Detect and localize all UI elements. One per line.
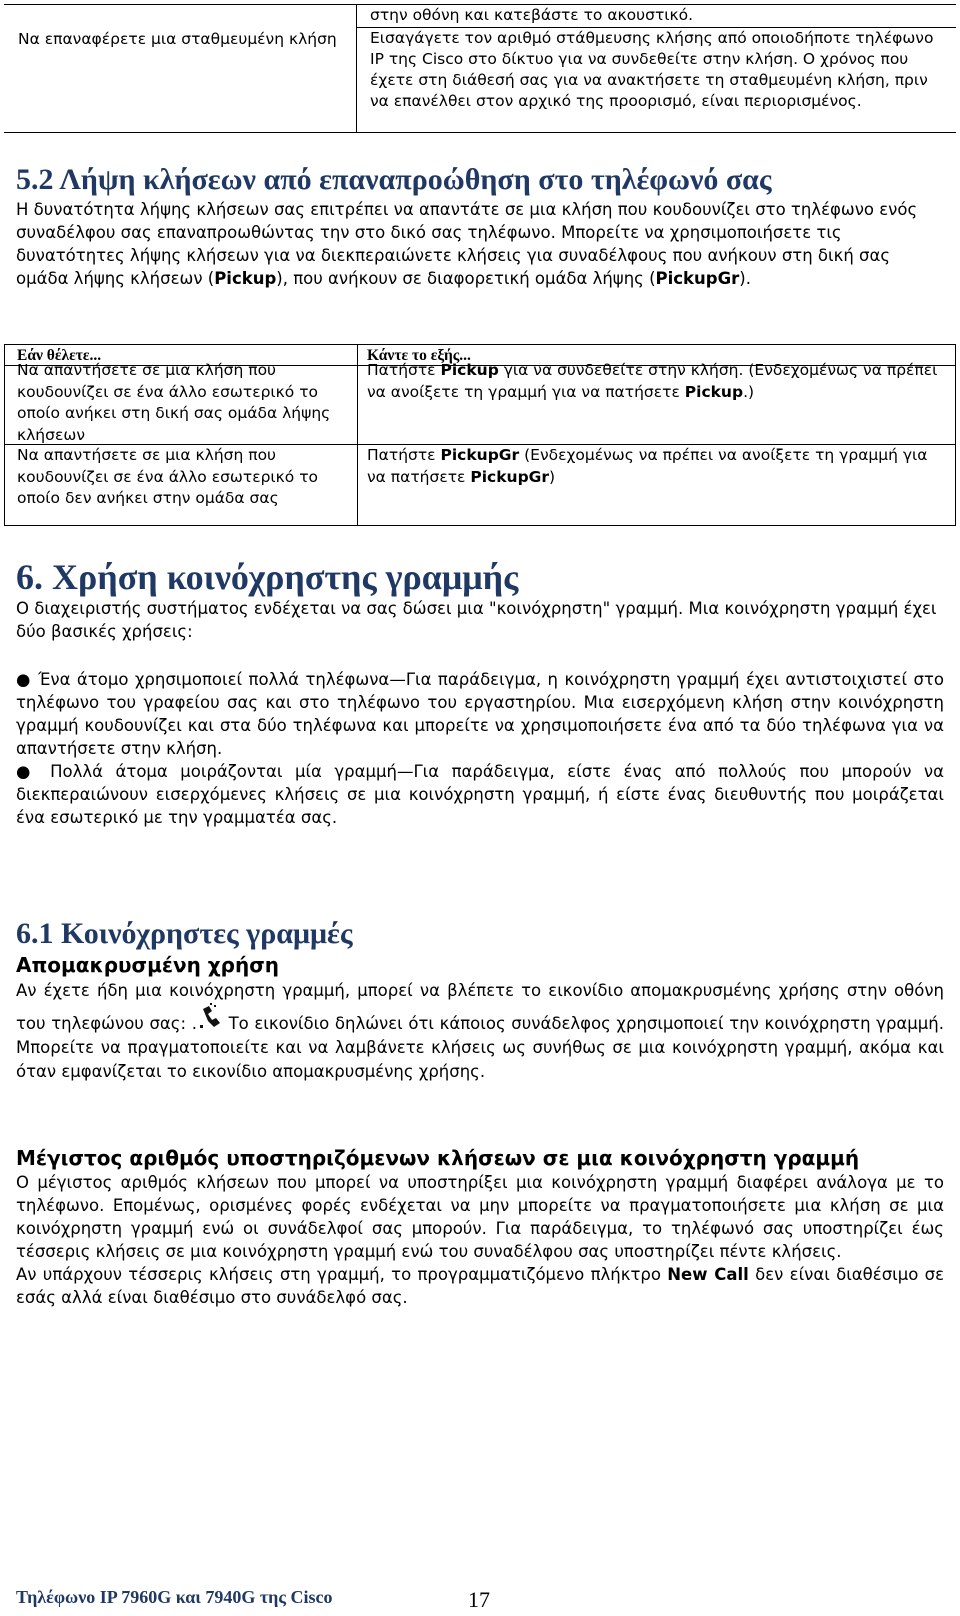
table-divider	[357, 345, 358, 525]
section-6-bullets	[16, 668, 944, 829]
text: Η δυνατότητα λήψης κλήσεων σας επιτρέπει να απαντάτε σε μια κλήση που κουδουνίζει στο τηλέφωνο ενός συναδέλφου σας επαναπροωθώντας την στο δικό σας τηλέφωνο. Μπορείτε να χρησιμοποιήσετε τις δυνατότητες λήψης κλήσεων για να διεκπεραιώνετε κλήσεις για συναδέλφους που ανήκουν στη δική σας ομάδα λήψης κλήσεων (	[16, 200, 918, 288]
section-heading-5-2: 5.2 Λήψη κλήσεων από επαναπροώθηση στο τηλέφωνό σας	[16, 163, 772, 196]
text: Ο μέγιστος αριθμός κλήσεων που μπορεί να υποστηρίξει μια κοινόχρηστη γραμμή διαφέρει ανάλογα με το τηλέφωνο. Επομένως, ορισμένες φορές ενδέχεται να μην μπορείτε να πραγματοποιήσετε μια κλήση σε μια κοινόχρηστη γραμμή ενώ οι συνάδελφοί σας μπορούν. Για παράδειγμα, το τηλέφωνό σας υποστηρίζει έως τέσσερις κλήσεις σε μια κοινόχρηστη γραμμή ενώ του συναδέλφου σας υποστηρίζει πέντε κλήσεις.	[16, 1173, 944, 1261]
remote-in-use-icon	[197, 1003, 223, 1033]
key: PickupGr	[440, 446, 520, 464]
new-call-key: New Call	[667, 1265, 749, 1284]
text: δεν είναι διαθέσιμο σε εσάς αλλά είναι διαθέσιμο στο συνάδελφό σας.	[16, 1265, 944, 1307]
pickup-key: Pickup	[214, 269, 277, 288]
key: Pickup	[440, 361, 499, 379]
max-calls-paragraph	[16, 1171, 944, 1309]
text: Αν υπάρχουν τέσσερις κλήσεις στη γραμμή, το προγραμματιζόμενο πλήκτρο	[16, 1265, 668, 1284]
pickupgr-key: PickupGr	[655, 269, 740, 288]
key: Pickup	[684, 382, 744, 401]
text: ).	[739, 269, 751, 288]
section-heading-6-1: 6.1 Κοινόχρηστες γραμμές	[16, 917, 353, 950]
text: για να συνδεθείτε στην κλήση. (Ενδεχομένως να πρέπει να ανοίξετε τη γραμμή για να πατήσετε	[367, 361, 938, 401]
text: (Ενδεχομένως να πρέπει να ανοίξετε τη γραμμή για να πατήσετε	[367, 446, 928, 486]
text: Πατήστε	[367, 361, 441, 379]
page-number: 17	[468, 1587, 490, 1612]
row-text: Εισαγάγετε τον αριθμό στάθμευσης κλήσης από οποιοδήποτε τηλέφωνο IP της Cisco στο δίκτυο για να συνδεθείτε στην κλήση. Ο χρόνος που έχετε στη διάθεσή σας για να ανακτήσετε τη σταθμευμένη κλήση, πριν να επανέλθει στον αρχικό της προορισμό, είναι περιορισμένος.	[370, 29, 934, 110]
col-header-do: Κάντε το εξής...	[367, 347, 471, 364]
text: Το εικονίδιο δηλώνει ότι κάποιος συνάδελφος χρησιμοποιεί την κοινόχρηστη γραμμή. Μπορείτε να πραγματοποιείτε και να λαμβάνετε κλήσεις ως συνήθως σε μια κοινόχρηστη γραμμή, ακόμα και όταν εμφανίζεται το εικονίδιο απομακρυσμένης χρήσης.	[16, 1014, 944, 1081]
bullet-item: ● Ένα άτομο χρησιμοποιεί πολλά τηλέφωνα—Για παράδειγμα, η κοινόχρηστη γραμμή έχει αντιστοιχιστεί στο τηλέφωνο του γραφείου σας και στο τηλέφωνο του εργαστηρίου. Μια εισερχόμενη κλήση στην κοινόχρηστη γραμμή κουδουνίζει και στα δύο τηλέφωνα και μπορείτε να χρησιμοποιήσετε ένα από τα δύο τηλέφωνα για να απαντήσετε στην κλήση.	[16, 670, 944, 758]
subheading-remote-use: Απομακρυσμένη χρήση	[16, 953, 280, 977]
table-divider	[356, 5, 357, 132]
row-1-want: Να απαντήσετε σε μια κλήση που κουδουνίζει σε ένα άλλο εσωτερικό το οποίο ανήκει στη δική σας ομάδα λήψης κλήσεων	[17, 361, 331, 444]
text: Πατήστε	[367, 446, 441, 464]
key: PickupGr	[470, 467, 550, 486]
pickup-table	[4, 344, 956, 526]
row-2-want: Να απαντήσετε σε μια κλήση που κουδουνίζει σε ένα άλλο εσωτερικό το οποίο δεν ανήκει στην ομάδα σας	[17, 446, 319, 507]
bullet-item: ● Πολλά άτομα μοιράζονται μία γραμμή—Για παράδειγμα, είστε ένας από πολλούς που μπορούν να διεκπεραιώνουν εισερχόμενες κλήσεις σε μια κοινόχρηστη γραμμή, ή είστε ένας διευθυντής που μοιράζεται ένα εσωτερικό με την γραμματέα σας.	[16, 762, 944, 827]
parked-call-table	[4, 4, 956, 133]
prev-row-text: στην οθόνη και κατεβάστε το ακουστικό.	[370, 6, 694, 24]
row-label: Να επαναφέρετε μια σταθμευμένη κλήση	[18, 30, 337, 48]
text: .)	[743, 382, 755, 401]
footer-title: Τηλέφωνο IP 7960G και 7940G της Cisco	[16, 1587, 333, 1607]
remote-use-paragraph	[16, 979, 944, 1084]
text: )	[549, 467, 556, 486]
subheading-max-calls: Μέγιστος αριθμός υποστηριζόμενων κλήσεων σε μια κοινόχρηστη γραμμή	[16, 1146, 860, 1170]
section-5-2-paragraph	[16, 198, 944, 290]
text: ), που ανήκουν σε διαφορετική ομάδα λήψης (	[276, 269, 656, 288]
text-line	[16, 1263, 944, 1309]
row-2-do	[367, 445, 937, 488]
section-heading-6: 6. Χρήση κοινόχρηστης γραμμής	[16, 557, 519, 597]
section-6-intro: Ο διαχειριστής συστήματος ενδέχεται να σας δώσει μια "κοινόχρηστη" γραμμή. Μια κοινόχρηστη γραμμή έχει δύο βασικές χρήσεις:	[16, 599, 937, 641]
col-header-want: Εάν θέλετε...	[17, 347, 102, 364]
text: Αν έχετε ήδη μια κοινόχρηστη γραμμή, μπορεί να βλέπετε το εικονίδιο απομακρυσμένης χρήσης στην οθόνη του τηλεφώνου σας: .	[16, 981, 944, 1033]
row-1-do	[367, 360, 947, 403]
